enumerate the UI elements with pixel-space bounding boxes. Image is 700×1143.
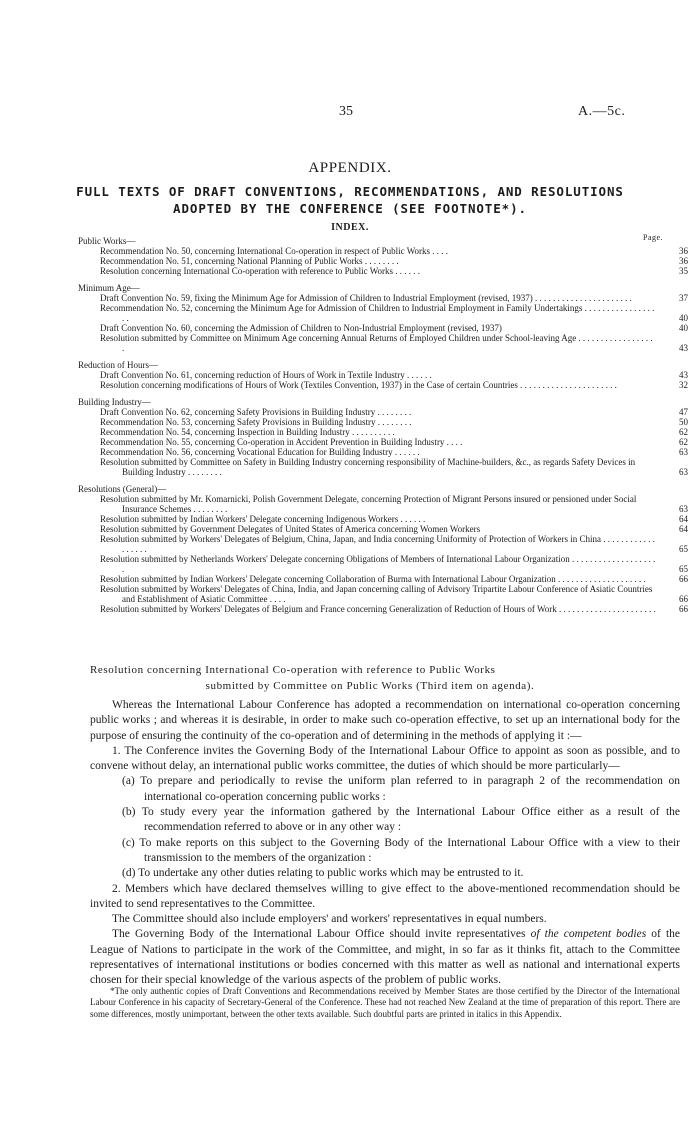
index-section [78,283,699,353]
index-entry [78,293,699,303]
duty-item-label: (c) [122,836,135,849]
paragraph-committee-composition: The Committee should also include employers' and workers' representatives in equal numbers. [112,913,547,926]
paragraph-2: 2. Members which have declared themselves willing to give effect to the above-mentioned recommendation should be invited to send representatives to the Committee. [90,882,680,910]
index-entry-page: 62 [679,437,688,447]
document-reference: A.—5c. [578,104,626,119]
index-entry-page: 63 [679,447,688,457]
index-entry [78,380,699,390]
paragraph-governing-body-part-1: The Governing Body of the International Labour Office should invite representatives [112,928,531,941]
index-entry-text: Recommendation No. 53, concerning Safety Provisions in Building Industry . . . . . . . . [100,417,412,427]
duty-item-text: To prepare and periodically to revise the uniform plan referred to in paragraph 2 of the recommendation on international co-operation concerning public works : [140,775,681,803]
index-entry-text: Recommendation No. 52, concerning the Minimum Age for Admission of Children to Industrial Employment in Family Undertakings . . . . . . . . . . . . . . . . . . [100,303,655,323]
index-entry-page: 63 [679,467,688,477]
duty-item [90,866,680,881]
index-section [78,397,699,477]
index-entry [78,437,699,447]
page-number: 35 [339,104,353,119]
index-entry [78,266,699,276]
index-entry-text: Recommendation No. 55, concerning Co-operation in Accident Prevention in Building Industry . . . . [100,437,463,447]
index-entry-page: 66 [679,594,688,604]
index-section-title: Minimum Age— [78,283,140,293]
index-entry-page: 65 [679,564,688,574]
index-entry-page: 43 [679,343,688,353]
duty-item-label: (b) [122,806,136,819]
index-entry-page: 40 [679,313,688,323]
paragraph-1: 1. The Conference invites the Governing Body of the International Labour Office to appoint as soon as possible, and to convene without delay, an international public works committee, the duties of which should be more particularly— [90,744,680,773]
index-entry [78,554,699,574]
index-entry-page: 35 [679,266,688,276]
index-entry [78,584,699,604]
index-entry-text: Resolution submitted by Committee on Safety in Building Industry concerning responsibility of Machine-builders, &c., as regards Safety Devices in Building Industry . . . . . . . . [100,457,636,477]
index-entry-text: Resolution submitted by Workers' Delegates of Belgium, China, Japan, and India concerning Uniformity of Protection of Workers in China . . . . . . . . . . . . . . . . . . [100,534,655,554]
resolution-body [90,698,680,989]
index-entry-page: 66 [679,604,688,614]
footnote: *The only authentic copies of Draft Conventions and Recommendations received by Member States are those certified by the Director of the International Labour Conference in his capacity of Secretary-General of the Conference. These had not reached New Zealand at the time of preparation of this report. There are some differences, mostly unimportant, between the other texts available. Such doubtful parts are printed in italics in this Appendix. [90,986,680,1019]
italic-doubtful-text: of the competent bodies [530,928,647,941]
resolution-heading-line-1: Resolution concerning International Co-operation with reference to Public Works [90,664,496,676]
preamble-paragraph: Whereas the International Labour Conference has adopted a recommendation on international co-operation concerning public works ; and whereas it is desirable, in order to make such co-operation effective, to set up an international body for the purpose of ensuring the continuity of the co-operation and of determining in the methods of applying it :— [90,699,680,742]
index-entry [78,256,699,266]
index-heading: INDEX. [331,222,369,233]
index-entry-text: Resolution submitted by Mr. Komarnicki, Polish Government Delegate, concerning Protection of Migrant Persons insured or pensioned under Social Insurance Schemes . . . . . . . . [100,494,637,514]
index-entry-page: 36 [679,246,688,256]
duties-list [90,774,680,881]
index-entry [78,494,699,514]
index-entry [78,534,699,554]
index-entry-text: Resolution submitted by Workers' Delegates of China, India, and Japan concerning calling of Advisory Tripartite Labour Conference of Asiatic Countries and Establishment of Asiatic Committee . . . . [100,584,653,604]
duty-item-label: (a) [122,775,135,788]
index-entry [78,514,699,524]
index-entry [78,417,699,427]
index-entry-text: Recommendation No. 50, concerning International Co-operation in respect of Public Works . . . . [100,246,449,256]
index-entry [78,246,699,256]
index-entry [78,323,699,333]
index-entry-text: Resolution submitted by Indian Workers' Delegate concerning Collaboration of Burma with International Labour Organization . . . . . . . . . . . . . . . . . . . . [100,574,646,584]
index-entry-page: 50 [679,417,688,427]
index-list [78,236,699,614]
index-entry-text: Resolution concerning modifications of Hours of Work (Textiles Convention, 1937) in the Case of certain Countries . . . . . . . . . . . . . . . . . . . . . . [100,380,617,390]
index-entry-text: Recommendation No. 56, concerning Vocational Education for Building Industry . . . . . . [100,447,420,457]
index-entry-text: Resolution submitted by Netherlands Workers' Delegate concerning Obligations of Members of International Labour Organization . . . . . . . . . . . . . . . . . . . . [100,554,656,574]
index-entry-page: 66 [679,574,688,584]
index-entry-page: 47 [679,407,688,417]
duty-item [90,774,680,805]
index-entry-page: 64 [679,524,688,534]
duty-item-text: To study every year the information gathered by the International Labour Office either as a result of the recommendation referred to above or in any other way : [141,806,680,834]
duty-item-text: To make reports on this subject to the Governing Body of the International Labour Office with a view to their transmission to the members of the organization : [139,836,680,864]
index-entry-text: Resolution submitted by Indian Workers' Delegate concerning Indigenous Workers . . . . . . [100,514,426,524]
index-entry-text: Resolution submitted by Government Delegates of United States of America concerning Women Workers [100,524,481,534]
index-entry [78,604,699,614]
paragraph-governing-body [90,927,680,988]
index-entry-page: 64 [679,514,688,524]
index-section [78,360,699,390]
index-entry-text: Recommendation No. 51, concerning National Planning of Public Works . . . . . . . . [100,256,399,266]
paragraph-governing-body-part-2: of the League of Nations to participate in the work of the Committee, and might, in so far as it thinks fit, attach to the Committee representatives of international institutions or bodies concerned with this matter as well as national and international experts chosen for their special knowledge of the various aspects of the problem of public works. [90,928,680,987]
main-title-line-1: FULL TEXTS OF DRAFT CONVENTIONS, RECOMMENDATIONS, AND RESOLUTIONS [76,184,624,199]
index-entry-text: Draft Convention No. 59, fixing the Minimum Age for Admission of Children to Industrial Employment (revised, 1937) . . . . . . . . . . . . . . . . . . . . . . [100,293,632,303]
index-entry [78,303,699,323]
appendix-title: APPENDIX. [308,160,392,176]
index-entry-text: Resolution submitted by Workers' Delegates of Belgium and France concerning Generalization of Reduction of Hours of Work . . . . . . . . . . . . . . . . . . . . . . [100,604,656,614]
index-entry-page: 32 [679,380,688,390]
index-entry [78,457,699,477]
main-title-line-2: ADOPTED BY THE CONFERENCE (SEE FOOTNOTE*). [173,201,527,216]
resolution-heading [90,662,650,694]
index-entry-text: Recommendation No. 54, concerning Inspection in Building Industry . . . . . . . . . . [100,427,395,437]
page-column-label: Page. [643,233,664,242]
duty-item [90,805,680,836]
index-entry-page: 63 [679,504,688,514]
index-entry [78,427,699,437]
index-entry-page: 65 [679,544,688,554]
index-entry-page: 43 [679,370,688,380]
index-entry-page: 40 [679,323,688,333]
index-section-title: Building Industry— [78,397,151,407]
duty-item-text: To undertake any other duties relating to public works which may be entrusted to it. [138,867,524,880]
index-entry-page: 62 [679,427,688,437]
index-section-title: Resolutions (General)— [78,484,167,494]
resolution-heading-line-2: submitted by Committee on Public Works (Third item on agenda). [205,680,535,692]
index-section [78,484,699,614]
index-entry-page: 36 [679,256,688,266]
index-entry-text: Draft Convention No. 62, concerning Safety Provisions in Building Industry . . . . . . . . [100,407,412,417]
duty-item-label: (d) [122,867,136,880]
index-entry-text: Draft Convention No. 61, concerning reduction of Hours of Work in Textile Industry . . . . . . [100,370,432,380]
index-entry [78,447,699,457]
index-entry-text: Draft Convention No. 60, concerning the Admission of Children to Non-Industrial Employment (revised, 1937) [100,323,502,333]
index-entry-text: Resolution submitted by Committee on Minimum Age concerning Annual Returns of Employed Children under School-leaving Age . . . . . . . . . . . . . . . . . . [100,333,653,353]
index-entry-text: Resolution concerning International Co-operation with reference to Public Works . . . . . . [100,266,421,276]
index-section-title: Reduction of Hours— [78,360,158,370]
index-entry [78,524,699,534]
index-entry [78,333,699,353]
index-entry [78,574,699,584]
index-entry [78,370,699,380]
index-section [78,236,699,276]
index-section-title: Public Works— [78,236,136,246]
index-entry-page: 37 [679,293,688,303]
duty-item [90,836,680,867]
index-entry [78,407,699,417]
